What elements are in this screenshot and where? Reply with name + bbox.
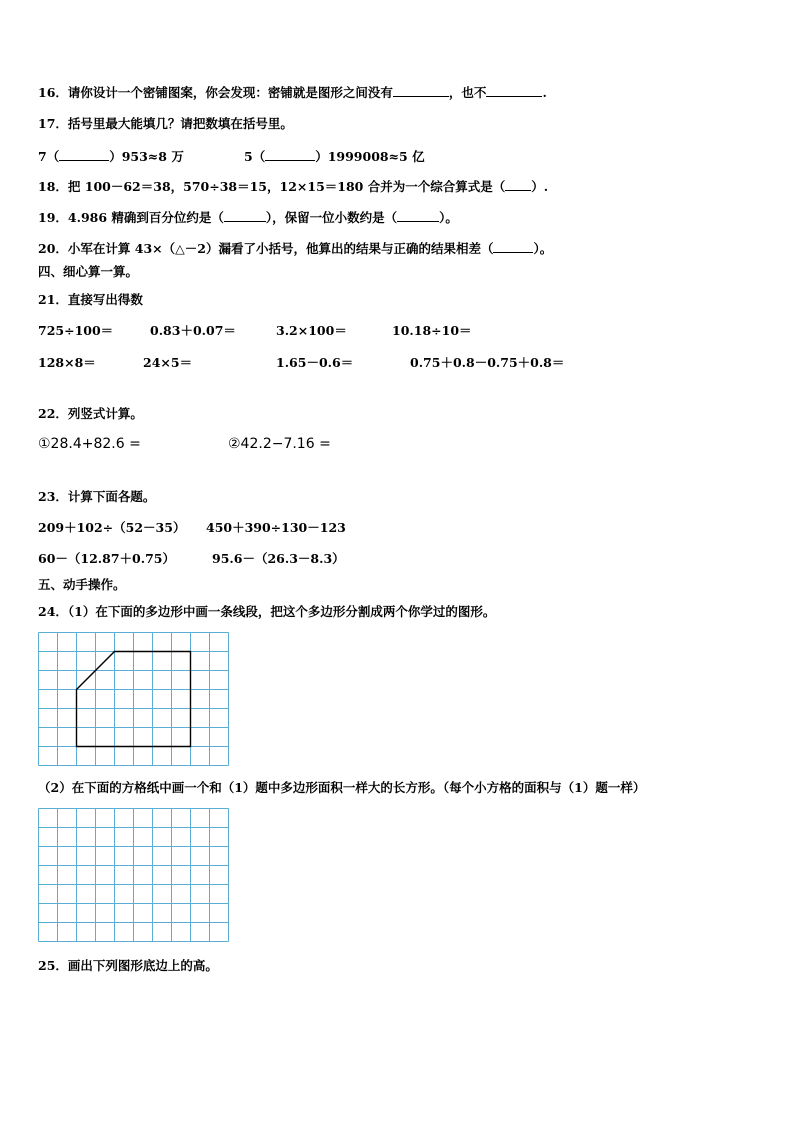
calc-item: 725÷100＝ [38,323,114,338]
question-17a [38,148,184,165]
section-heading: 五、动手操作。 [38,577,126,592]
question-text: 计算下面各题。 [67,489,156,504]
question-22 [38,406,143,422]
calc-item: 209＋102÷（52－35） [38,520,186,535]
answer-blank[interactable] [393,84,449,97]
calc-item: 1.65－0.6＝ [276,355,354,370]
vertical-calc-b: ②42.2−7.16 = [228,436,331,452]
question-21 [38,292,143,308]
question-number: 22． [38,406,68,421]
question-text: 直接写出得数 [67,292,143,307]
answer-blank[interactable] [486,84,542,97]
calc-item: 3.2×100＝ [276,323,347,338]
question-number: 25． [38,958,68,973]
calc-item: 60－（12.87＋0.75） [38,551,175,566]
question-text: ）。 [533,241,553,256]
expr-suffix: ）1999008≈5 亿 [315,149,425,164]
question-25 [38,958,218,974]
question-text: 请你设计一个密铺图案，你会发现：密铺就是图形之间没有 [67,85,393,100]
question-number: 18． [38,179,68,194]
calc-item: 128×8＝ [38,355,96,370]
question-18 [38,178,548,195]
question-text: （1）在下面的多边形中画一条线段，把这个多边形分割成两个你学过的图形。 [67,604,496,619]
empty-grid[interactable] [38,808,230,944]
question-number: 20． [38,241,68,256]
calc-item: 10.18÷10＝ [392,323,472,338]
question-number: 16． [38,85,68,100]
question-23 [38,489,155,505]
question-17 [38,116,293,132]
answer-blank[interactable] [265,148,315,161]
section-heading: 四、细心算一算。 [38,264,139,279]
calc-item: 95.6－（26.3－8.3） [212,551,345,566]
polygon-grid[interactable] [38,632,230,768]
question-text: 把 100－62＝38，570÷38＝15，12×15＝180 合并为一个综合算式是（ [67,179,506,194]
question-text: ）. [531,179,549,194]
question-number: 21． [38,292,68,307]
question-24 [38,604,495,620]
question-16 [38,84,547,101]
question-text: ），保留一位小数约是（ [265,210,398,225]
answer-blank[interactable] [505,178,531,191]
question-19 [38,209,458,226]
question-text: 列竖式计算。 [67,406,143,421]
answer-blank[interactable] [59,148,109,161]
calc-item: 24×5＝ [143,355,193,370]
question-20 [38,240,552,257]
question-number: 24． [38,604,68,619]
question-text: 画出下列图形底边上的高。 [67,958,218,973]
question-text: 4.986 精确到百分位约是（ [67,210,224,225]
answer-blank[interactable] [397,209,439,222]
calc-item: 450＋390÷130－123 [206,520,346,535]
calc-item: 0.83＋0.07＝ [150,323,236,338]
expr-prefix: 5（ [244,149,266,164]
question-24-part2: （2）在下面的方格纸中画一个和（1）题中多边形面积一样大的长方形。（每个小方格的面积与（1）题一样） [38,780,646,795]
calc-item: 0.75＋0.8－0.75＋0.8＝ [410,355,565,370]
vertical-calc-a: ①28.4+82.6 = [38,436,141,452]
question-number: 23． [38,489,68,504]
answer-blank[interactable] [493,240,533,253]
question-text: ，也不 [448,85,487,100]
question-text: 括号里最大能填几？请把数填在括号里。 [67,116,293,131]
question-text: 小军在计算 43×（△－2）漏看了小括号，他算出的结果与正确的结果相差（ [67,241,494,256]
expr-suffix: ）953≈8 万 [109,149,184,164]
question-number: 17． [38,116,68,131]
answer-blank[interactable] [224,209,266,222]
question-number: 19． [38,210,68,225]
expr-prefix: 7（ [38,149,60,164]
question-17b [244,148,425,165]
question-text: ）。 [439,210,458,225]
question-text: . [542,85,547,100]
